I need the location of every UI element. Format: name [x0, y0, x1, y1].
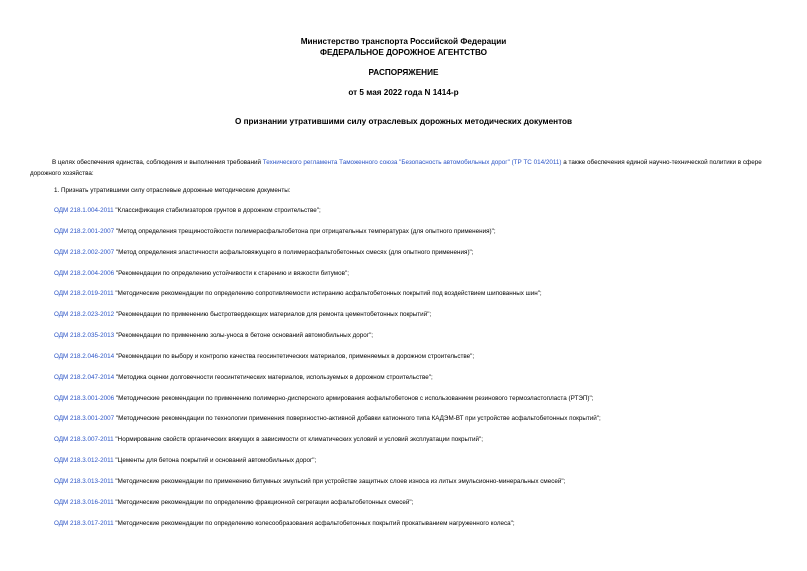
ministry-name: Министерство транспорта Российской Федерации	[300, 37, 507, 46]
document-description: "Методические рекомендации по определению сопротивляемости истиранию асфальтобетонных покрытий под воздействием шипованных шин";	[113, 290, 542, 298]
document-description: "Методические рекомендации по технологии применения поверхностно-активной добавки катионного типа КАДЭМ-ВТ при устройстве асфальтобетонных покрытий";	[114, 415, 601, 423]
document-description: "Методика оценки долговечности геосинтетических материалов, используемых в дорожном строительстве";	[114, 373, 433, 381]
agency-name: ФЕДЕРАЛЬНОЕ ДОРОЖНОЕ АГЕНТСТВО	[319, 48, 488, 57]
document-code-link[interactable]: ОДМ 218.3.016-2011	[54, 498, 114, 506]
document-list-item	[54, 499, 601, 520]
document-type: РАСПОРЯЖЕНИЕ	[368, 68, 439, 77]
document-list-item	[54, 436, 601, 457]
document-description: "Методические рекомендации по применению полимерно-дисперсного армирования асфальтобетонов с использованием резинового термоэластопласта (РТЭП)";	[114, 394, 594, 402]
document-description: "Рекомендации по применению золы-уноса в бетоне оснований автомобильных дорог";	[114, 332, 374, 340]
document-description: "Методические рекомендации по определению колесообразования асфальтобетонных покрытий прокатыванием нагруженного колеса";	[113, 519, 515, 527]
document-list-item	[54, 207, 601, 228]
document-list-item	[54, 249, 601, 270]
document-code-link[interactable]: ОДМ 218.3.017-2011	[54, 519, 114, 527]
document-list-item	[54, 290, 601, 311]
document-list-item	[54, 395, 601, 416]
document-code-link[interactable]: ОДМ 218.3.001-2006	[54, 394, 115, 402]
document-code-link[interactable]: ОДМ 218.2.004-2006	[54, 269, 115, 277]
document-description: "Нормирование свойств органических вяжущих в зависимости от климатических условий и условий эксплуатации покрытий";	[113, 436, 483, 444]
document-code-link[interactable]: ОДМ 218.2.035-2013	[54, 332, 115, 340]
document-title: О признании утратившими силу отраслевых дорожных методических документов	[234, 117, 573, 126]
document-list-item	[54, 353, 601, 374]
document-list-item	[54, 311, 601, 332]
technical-regulation-link[interactable]: Технического регламента Таможенного союза "Безопасность автомобильных дорог" (ТР ТС 014/2011)	[262, 159, 562, 166]
document-description: "Метод определения эластичности асфальтовяжущего в полимерасфальтобетонных смесях (для опытного применения)";	[114, 248, 474, 256]
document-code-link[interactable]: ОДМ 218.2.023-2012	[54, 311, 115, 319]
document-description: "Метод определения трещиностойкости полимерасфальтобетона при отрицательных температурах (для опытного применения)";	[114, 227, 496, 235]
document-list-item	[54, 228, 601, 249]
document-date: от 5 мая 2022 года N 1414-р	[348, 88, 459, 97]
document-list-item	[54, 457, 601, 478]
document-description: "Рекомендации по определению устойчивости к старению и вязкости битумов";	[114, 269, 349, 277]
intro-paragraph	[30, 158, 770, 179]
document-description: "Цементы для бетона покрытий и оснований автомобильных дорог";	[113, 457, 317, 465]
document-description: "Методические рекомендации по применению битумных эмульсий при устройстве защитных слоев износа из литых эмульсионно-минеральных смесей";	[113, 477, 566, 485]
document-list-item	[54, 374, 601, 395]
document-code-link[interactable]: ОДМ 218.3.001-2007	[54, 415, 115, 423]
intro-prefix: В целях обеспечения единства, соблюдения и выполнения требований	[52, 159, 263, 166]
document-description: "Классификация стабилизаторов грунтов в дорожном строительстве";	[113, 207, 321, 214]
point-1: 1. Признать утратившими силу отраслевые дорожные методические документы:	[54, 187, 291, 194]
document-list-item	[54, 478, 601, 499]
document-code-link[interactable]: ОДМ 218.3.012-2011	[54, 457, 114, 465]
document-list	[54, 207, 601, 541]
document-code-link[interactable]: ОДМ 218.3.007-2011	[54, 436, 114, 444]
document-list-item	[54, 270, 601, 291]
intro-suffix: а также обеспечения единой научно-технической политики в сфере дорожного хозяйства:	[30, 159, 762, 177]
document-list-item	[54, 520, 601, 541]
document-description: "Методические рекомендации по определению фракционной сегрегации асфальтобетонных смесей";	[113, 498, 414, 506]
document-code-link[interactable]: ОДМ 218.2.047-2014	[54, 373, 115, 381]
document-code-link[interactable]: ОДМ 218.3.013-2011	[54, 477, 114, 485]
document-code-link[interactable]: ОДМ 218.2.001-2007	[54, 227, 115, 235]
document-list-item	[54, 332, 601, 353]
document-code-link[interactable]: ОДМ 218.2.002-2007	[54, 248, 115, 256]
document-code-link[interactable]: ОДМ 218.2.019-2011	[54, 290, 114, 298]
document-list-item	[54, 415, 601, 436]
document-description: "Рекомендации по применению быстротвердеющих материалов для ремонта цементобетонных покрытий";	[114, 311, 432, 319]
document-code-link[interactable]: ОДМ 218.1.004-2011	[54, 207, 114, 214]
document-code-link[interactable]: ОДМ 218.2.046-2014	[54, 352, 115, 360]
document-description: "Рекомендации по выбору и контролю качества геосинтетических материалов, применяемых в дорожном строительстве";	[114, 352, 475, 360]
